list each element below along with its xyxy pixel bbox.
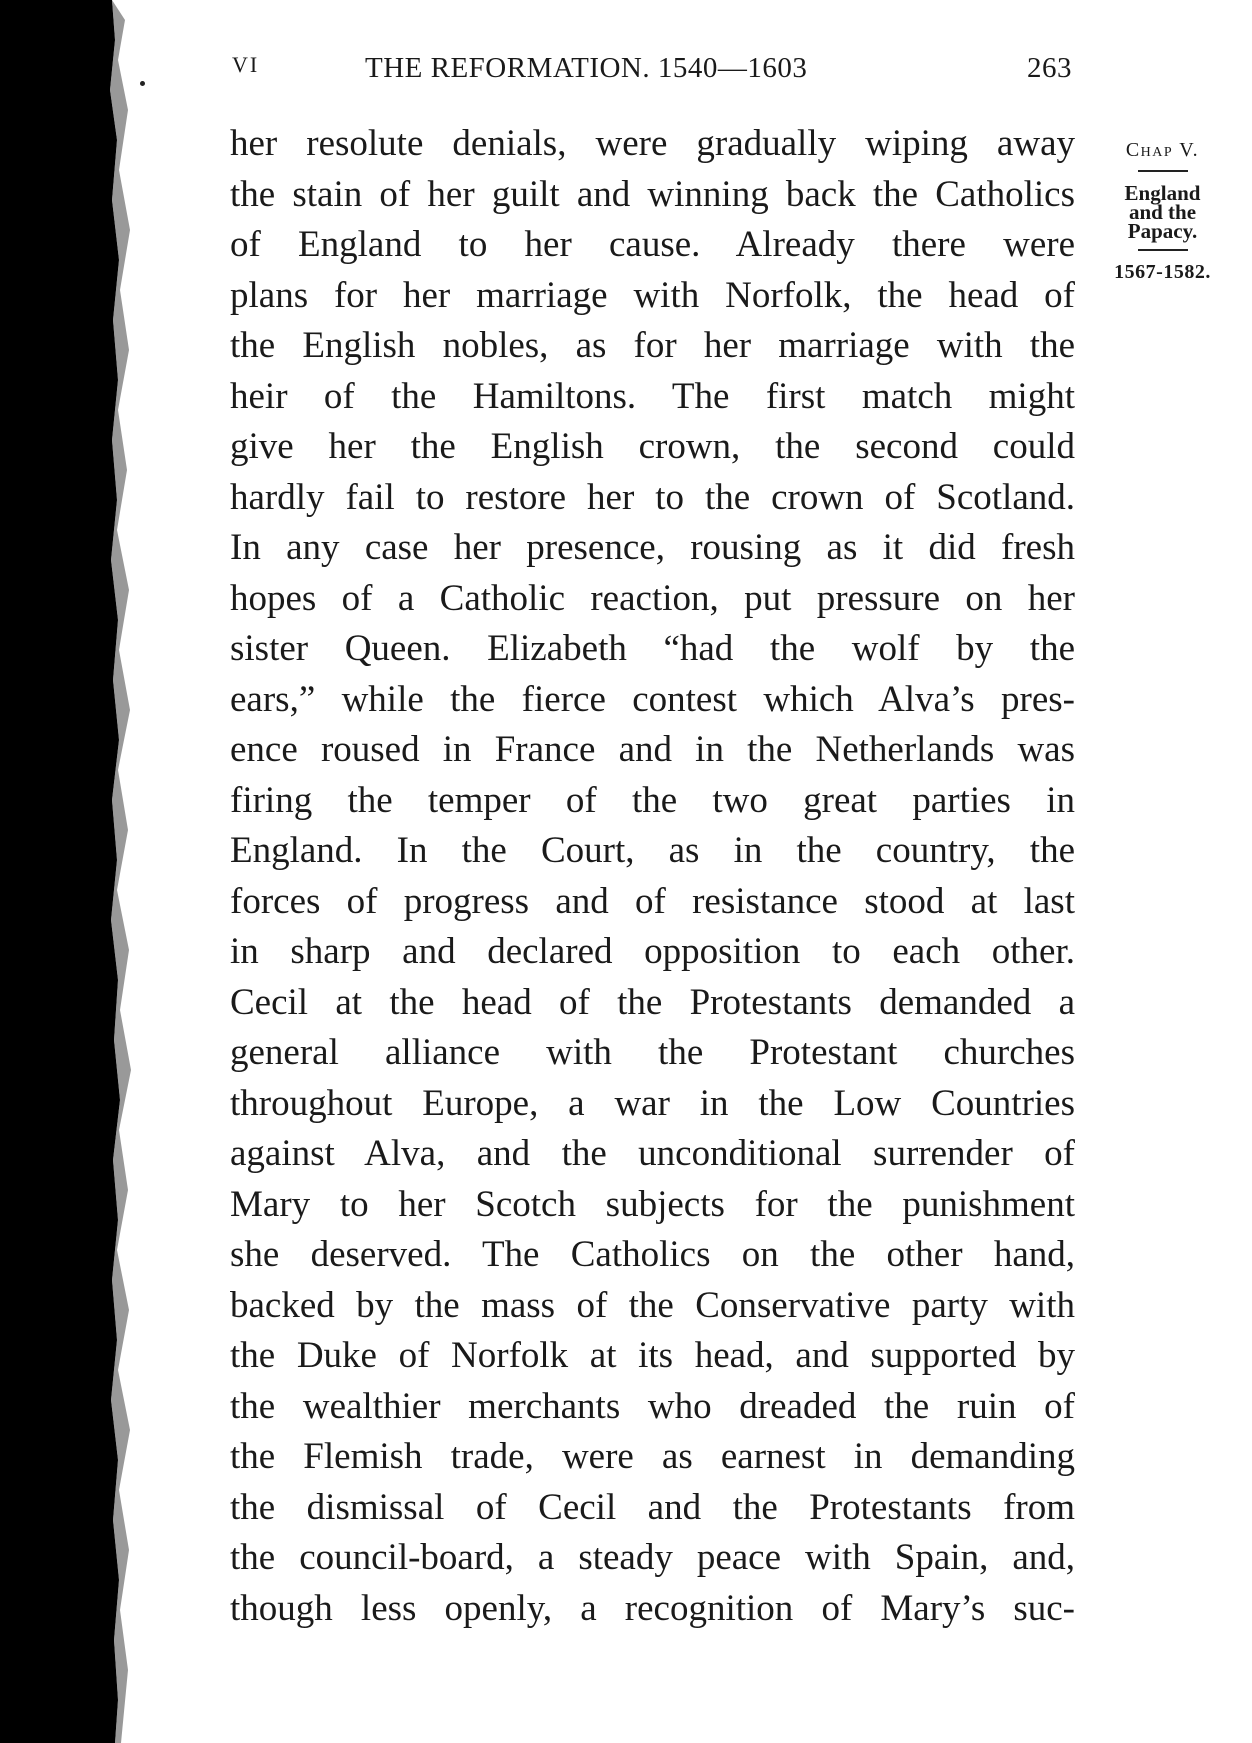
- text-line: Cecil at the head of the Protestants demanded a: [230, 981, 1075, 1023]
- margin-topic-line: and the: [1128, 200, 1197, 224]
- text-line: in sharp and declared opposition to each other.: [230, 931, 1075, 972]
- book-binding-shadow: [0, 0, 148, 1743]
- text-line: firing the temper of the two great parties in: [230, 779, 1075, 821]
- text-line: she deserved. The Catholics on the other hand,: [230, 1234, 1075, 1275]
- text-line: against Alva, and the unconditional surrender of: [230, 1133, 1075, 1174]
- margin-topic-line: Papacy.: [1127, 219, 1198, 243]
- text-line: backed by the mass of the Conservative party with: [230, 1284, 1075, 1326]
- text-line: throughout Europe, a war in the Low Countries: [230, 1082, 1075, 1124]
- margin-notes: [1100, 130, 1225, 284]
- text-line: Mary to her Scotch subjects for the punishment: [230, 1183, 1075, 1225]
- text-line: though less openly, a recognition of Mary’s suc-: [230, 1587, 1075, 1629]
- text-line: forces of progress and of resistance stood at last: [230, 880, 1075, 922]
- text-line: ears,” while the fierce contest which Alva’s pres-: [230, 678, 1075, 720]
- margin-years: 1567-1582.: [1114, 261, 1211, 283]
- text-line: give her the English crown, the second could: [230, 426, 1075, 467]
- body-text: [230, 119, 1075, 1634]
- text-line: of England to her cause. Already there were: [230, 224, 1075, 265]
- text-line: England. In the Court, as in the country, the: [230, 830, 1075, 871]
- margin-topic: [1100, 172, 1225, 249]
- ink-speck: [140, 81, 145, 86]
- text-line: heir of the Hamiltons. The first match might: [230, 375, 1075, 417]
- text-line: her resolute denials, were gradually wiping away: [230, 123, 1075, 164]
- page-number: 263: [1027, 52, 1072, 84]
- text-line: the English nobles, as for her marriage with the: [230, 325, 1075, 366]
- text-line: the Flemish trade, were as earnest in demanding: [230, 1436, 1075, 1477]
- running-head: [232, 52, 1072, 92]
- text-line: the Duke of Norfolk at its head, and supported by: [230, 1335, 1075, 1376]
- margin-topic-line: England: [1124, 181, 1201, 205]
- text-line: hopes of a Catholic reaction, put pressure on her: [230, 577, 1075, 619]
- text-line: sister Queen. Elizabeth “had the wolf by the: [230, 628, 1075, 669]
- text-line: the wealthier merchants who dreaded the ruin of: [230, 1385, 1075, 1427]
- text-line: general alliance with the Protestant churches: [230, 1032, 1075, 1073]
- margin-chapter: Chap V.: [1125, 139, 1200, 161]
- running-title: THE REFORMATION. 1540—1603: [365, 52, 808, 84]
- text-line: the council-board, a steady peace with Spain, and,: [230, 1537, 1075, 1578]
- text-line: hardly fail to restore her to the crown of Scotland.: [230, 476, 1075, 518]
- section-number: VI: [232, 52, 260, 77]
- text-line: the dismissal of Cecil and the Protestants from: [230, 1486, 1075, 1528]
- text-line: plans for her marriage with Norfolk, the head of: [230, 274, 1075, 316]
- text-line: ence roused in France and in the Netherlands was: [230, 729, 1075, 770]
- text-line: In any case her presence, rousing as it did fresh: [230, 527, 1075, 568]
- text-line: the stain of her guilt and winning back the Catholics: [230, 173, 1075, 215]
